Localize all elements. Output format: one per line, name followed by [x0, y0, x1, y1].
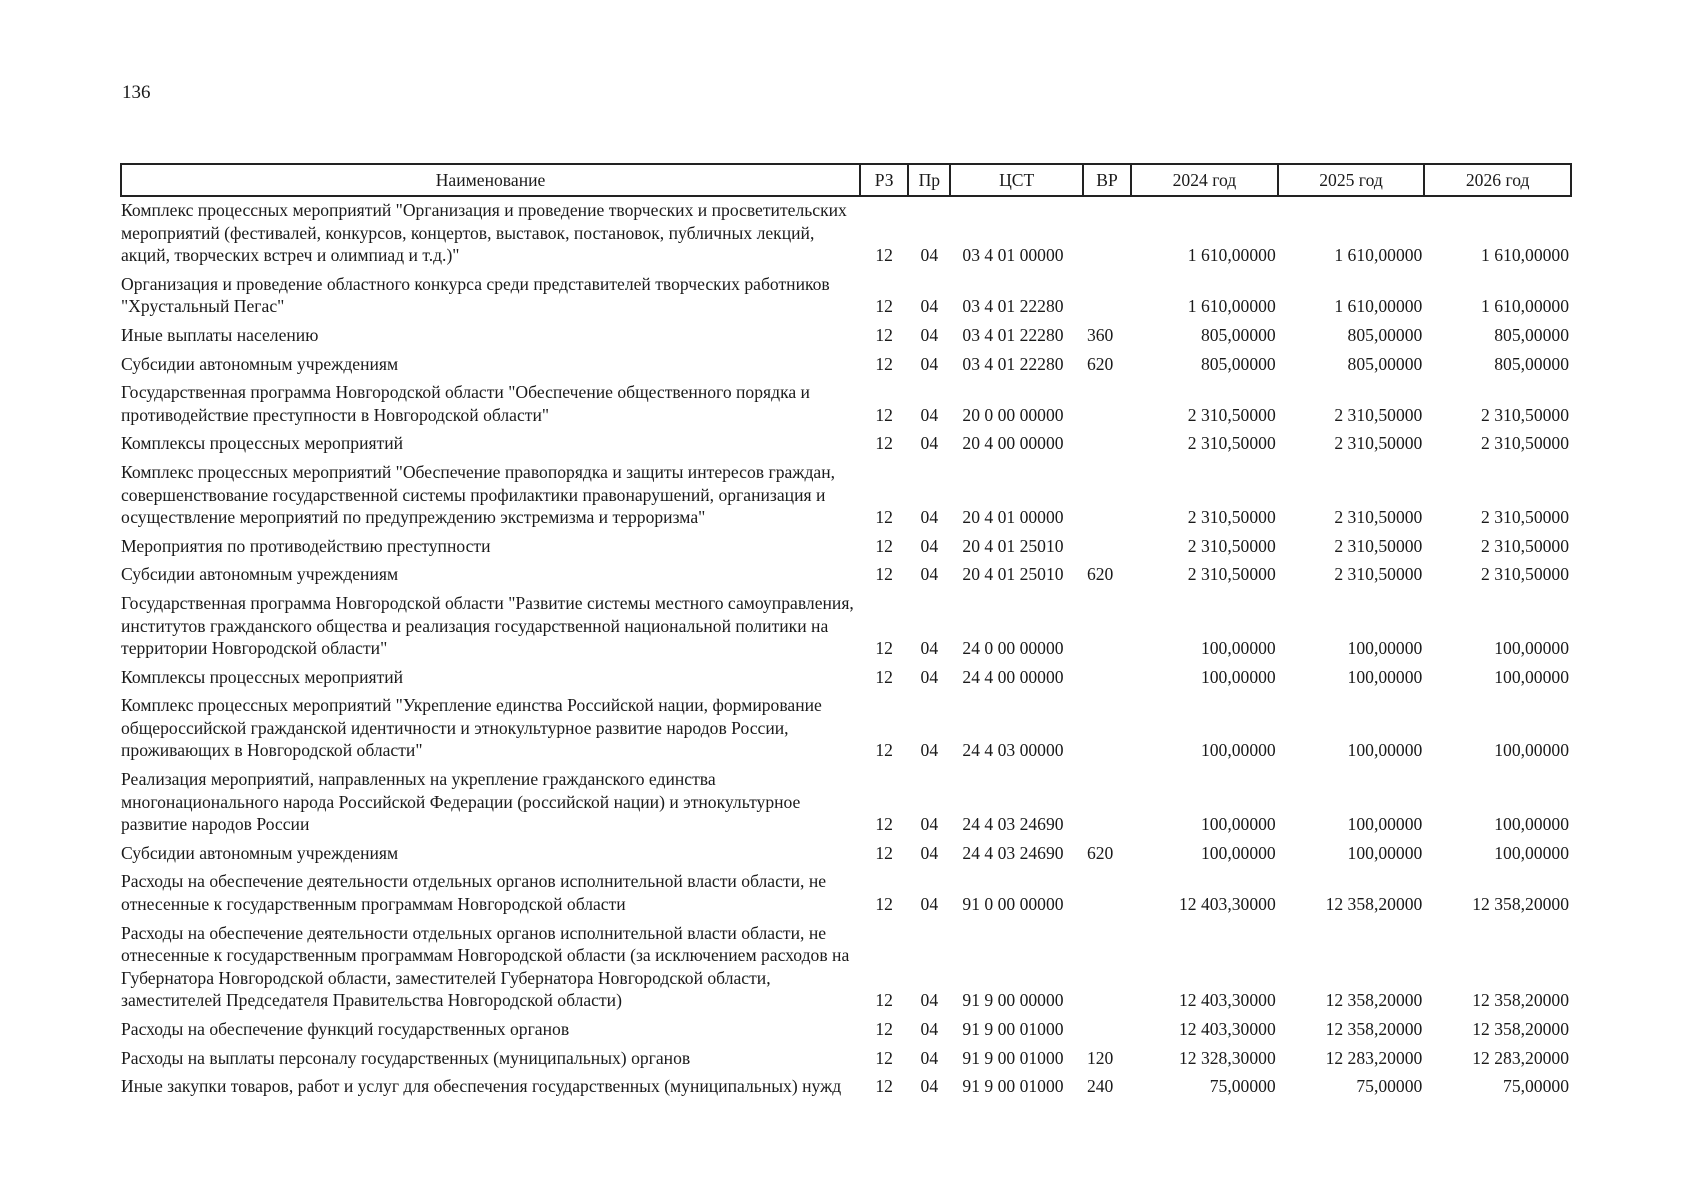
row-2025: 12 358,20000: [1325, 894, 1423, 915]
row-pr: 04: [920, 296, 939, 317]
row-pr: 04: [920, 535, 939, 556]
row-2025: 12 358,20000: [1325, 990, 1423, 1011]
table-row: [121, 766, 1571, 840]
row-2026: 2 310,50000: [1481, 433, 1569, 454]
row-2024: 2 310,50000: [1187, 535, 1276, 556]
row-2025: 1 610,00000: [1334, 296, 1423, 317]
row-pr: 04: [920, 1076, 939, 1097]
row-rz: 12: [875, 990, 893, 1011]
row-rz: 12: [875, 1076, 893, 1097]
row-pr: 04: [920, 507, 939, 528]
row-name: Комплекс процессных мероприятий "Организация и проведение творческих и просветительских мероприятий (фестивалей, конкурсов, концертов, выставок, постановок, публичных лекций, акций, творческих встреч и олимпиад и т.д.)": [121, 200, 847, 266]
header-name: Наименование: [121, 164, 860, 196]
row-rz: 12: [875, 353, 893, 374]
row-rz: 12: [875, 638, 893, 659]
row-rz: 12: [875, 433, 893, 454]
table-row: [121, 1045, 1571, 1074]
row-name: Расходы на обеспечение деятельности отдельных органов исполнительной власти области, не отнесенные к государственным программам Новгородской области: [121, 871, 827, 915]
row-pr: 04: [920, 245, 939, 266]
row-name: Расходы на выплаты персоналу государственных (муниципальных) органов: [121, 1047, 691, 1068]
row-2025: 2 310,50000: [1334, 507, 1423, 528]
row-rz: 12: [875, 894, 893, 915]
row-2026: 1 610,00000: [1481, 245, 1569, 266]
row-cst: 91 0 00 00000: [962, 894, 1064, 915]
row-pr: 04: [920, 990, 939, 1011]
row-rz: 12: [875, 740, 893, 761]
row-2026: 2 310,50000: [1481, 535, 1569, 556]
row-2025: 2 310,50000: [1334, 564, 1423, 585]
row-name: Реализация мероприятий, направленных на укрепление гражданского единства многонационального народа Российской Федерации (российской нации) и этнокультурное развитие народов России: [121, 769, 801, 835]
row-cst: 91 9 00 01000: [962, 1076, 1064, 1097]
row-2025: 100,00000: [1347, 814, 1423, 835]
row-2025: 1 610,00000: [1334, 245, 1423, 266]
row-cst: 03 4 01 22280: [962, 296, 1064, 317]
row-vr: [1083, 271, 1131, 322]
row-rz: 12: [875, 666, 893, 687]
row-name: Иные выплаты населению: [121, 324, 319, 345]
row-vr: 120: [1086, 1047, 1114, 1068]
row-pr: 04: [920, 638, 939, 659]
row-2026: 12 358,20000: [1472, 1019, 1569, 1039]
row-2024: 1 610,00000: [1187, 296, 1276, 317]
row-2024: 100,00000: [1200, 740, 1276, 761]
row-2025: 100,00000: [1347, 740, 1423, 761]
row-pr: 04: [920, 1019, 939, 1039]
row-2024: 12 403,30000: [1178, 990, 1276, 1011]
table-row: [121, 868, 1571, 919]
row-vr: [1083, 379, 1131, 430]
row-name: Субсидии автономным учреждениям: [121, 842, 399, 863]
row-cst: 20 0 00 00000: [962, 404, 1064, 425]
row-rz: 12: [875, 507, 893, 528]
row-rz: 12: [875, 1047, 893, 1068]
row-2025: 2 310,50000: [1334, 535, 1423, 556]
row-2026: 100,00000: [1494, 638, 1569, 659]
budget-table: [120, 163, 1572, 1102]
row-pr: 04: [920, 404, 939, 425]
row-2024: 1 610,00000: [1187, 245, 1276, 266]
header-2025: 2025 год: [1278, 164, 1425, 196]
row-name: Расходы на обеспечение функций государственных органов: [121, 1019, 570, 1039]
row-name: Государственная программа Новгородской области "Обеспечение общественного порядка и противодействие преступности в Новгородской области": [121, 382, 810, 425]
row-2025: 12 358,20000: [1325, 1019, 1423, 1039]
table-row: [121, 379, 1571, 430]
table-row: [121, 196, 1571, 271]
row-2026: 1 610,00000: [1481, 296, 1569, 317]
row-2024: 12 403,30000: [1178, 1019, 1276, 1039]
row-2026: 12 358,20000: [1472, 990, 1569, 1011]
row-name: Комплекс процессных мероприятий "Укрепление единства Российской нации, формирование общероссийской гражданской идентичности и этнокультурное развитие народов России, проживающих в Новгородской области": [121, 695, 822, 761]
row-name: Субсидии автономным учреждениям: [121, 353, 399, 374]
row-name: Комплекс процессных мероприятий "Обеспечение правопорядка и защиты интересов граждан, совершенствование государственной системы профилактики правонарушений, организация и осуществление мероприятий по предупреждению экстремизма и терроризма": [121, 461, 836, 528]
row-2026: 100,00000: [1494, 740, 1569, 761]
row-2024: 100,00000: [1200, 842, 1276, 863]
row-2026: 805,00000: [1494, 324, 1569, 345]
row-pr: 04: [920, 353, 939, 374]
row-rz: 12: [875, 324, 893, 345]
row-cst: 03 4 01 22280: [962, 324, 1064, 345]
row-cst: 24 4 00 00000: [962, 666, 1064, 687]
row-vr: [1083, 766, 1131, 840]
table-row: [121, 430, 1571, 459]
row-cst: 20 4 01 25010: [962, 564, 1064, 585]
header-pr: Пр: [908, 164, 950, 196]
row-vr: [1083, 868, 1131, 919]
row-2024: 805,00000: [1200, 324, 1276, 345]
row-2026: 100,00000: [1494, 842, 1569, 863]
row-vr: [1083, 196, 1131, 271]
header-rz: РЗ: [860, 164, 908, 196]
row-cst: 24 4 03 00000: [962, 740, 1064, 761]
row-vr: [1083, 1016, 1131, 1045]
row-cst: 91 9 00 01000: [962, 1047, 1064, 1068]
header-2024: 2024 год: [1131, 164, 1278, 196]
row-vr: 620: [1086, 353, 1114, 374]
row-2026: 2 310,50000: [1481, 507, 1569, 528]
row-2024: 100,00000: [1200, 638, 1276, 659]
row-2024: 100,00000: [1200, 666, 1276, 687]
row-2025: 12 283,20000: [1325, 1047, 1423, 1068]
row-vr: [1083, 664, 1131, 693]
table-row: [121, 1016, 1571, 1045]
row-cst: 03 4 01 22280: [962, 353, 1064, 374]
row-2026: 805,00000: [1494, 353, 1569, 374]
row-2026: 2 310,50000: [1481, 564, 1569, 585]
row-2025: 100,00000: [1347, 638, 1423, 659]
table-header: [121, 164, 1571, 196]
row-2025: 2 310,50000: [1334, 404, 1423, 425]
row-cst: 24 4 03 24690: [962, 814, 1064, 835]
row-2026: 100,00000: [1494, 666, 1569, 687]
row-name: Расходы на обеспечение деятельности отдельных органов исполнительной власти области, не отнесенные к государственным программам Новгородской области (за исключением расходов на Губернатора Новгородской области, заместителей Губернатора Новгородской области, заместителей Председателя Правительства Новгородской области): [121, 922, 850, 1011]
row-vr: 240: [1086, 1076, 1114, 1097]
row-2024: 2 310,50000: [1187, 507, 1276, 528]
row-rz: 12: [875, 296, 893, 317]
table-row: [121, 920, 1571, 1016]
table-row: [121, 590, 1571, 664]
row-cst: 20 4 01 25010: [962, 535, 1064, 556]
header-cst: ЦСТ: [950, 164, 1083, 196]
row-pr: 04: [920, 433, 939, 454]
table-body: [121, 196, 1571, 1102]
row-pr: 04: [920, 740, 939, 761]
row-name: Субсидии автономным учреждениям: [121, 564, 399, 585]
row-rz: 12: [875, 1019, 893, 1039]
row-vr: [1083, 920, 1131, 1016]
header-2026: 2026 год: [1424, 164, 1571, 196]
row-rz: 12: [875, 535, 893, 556]
row-2026: 12 283,20000: [1472, 1047, 1569, 1068]
row-pr: 04: [920, 666, 939, 687]
row-cst: 91 9 00 01000: [962, 1019, 1064, 1039]
row-cst: 91 9 00 00000: [962, 990, 1064, 1011]
row-2026: 2 310,50000: [1481, 404, 1569, 425]
row-cst: 03 4 01 00000: [962, 245, 1064, 266]
row-2025: 805,00000: [1347, 324, 1423, 345]
row-2024: 2 310,50000: [1187, 564, 1276, 585]
row-vr: [1083, 590, 1131, 664]
row-2025: 805,00000: [1347, 353, 1423, 374]
row-vr: [1083, 692, 1131, 766]
row-cst: 20 4 01 00000: [962, 507, 1064, 528]
row-2026: 75,00000: [1503, 1076, 1569, 1097]
row-2025: 100,00000: [1347, 842, 1423, 863]
table-row: [121, 271, 1571, 322]
table-row: [121, 1073, 1571, 1102]
table-row: [121, 664, 1571, 693]
row-vr: [1083, 533, 1131, 562]
row-cst: 24 4 03 24690: [962, 842, 1064, 863]
row-rz: 12: [875, 842, 893, 863]
row-name: Иные закупки товаров, работ и услуг для обеспечения государственных (муниципальных) нужд: [121, 1076, 842, 1097]
row-2025: 100,00000: [1347, 666, 1423, 687]
row-cst: 20 4 00 00000: [962, 433, 1064, 454]
row-name: Комплексы процессных мероприятий: [121, 666, 404, 687]
table-row: [121, 692, 1571, 766]
row-vr: 360: [1086, 324, 1114, 345]
table-row: [121, 459, 1571, 533]
row-pr: 04: [920, 842, 939, 863]
row-vr: [1083, 430, 1131, 459]
table-row: [121, 533, 1571, 562]
row-2024: 12 328,30000: [1178, 1047, 1276, 1068]
row-name: Организация и проведение областного конкурса среди представителей творческих работников "Хрустальный Пегас": [121, 273, 830, 317]
row-rz: 12: [875, 245, 893, 266]
row-2026: 12 358,20000: [1472, 894, 1569, 915]
header-vr: ВР: [1083, 164, 1131, 196]
row-2026: 100,00000: [1494, 814, 1569, 835]
row-2024: 805,00000: [1200, 353, 1276, 374]
row-name: Государственная программа Новгородской области "Развитие системы местного самоуправления, институтов гражданского общества и реализация государственной национальной политики на территории Новгородской области": [121, 592, 854, 659]
row-2025: 75,00000: [1356, 1076, 1423, 1097]
row-rz: 12: [875, 814, 893, 835]
row-2024: 75,00000: [1209, 1076, 1276, 1097]
table-row: [121, 561, 1571, 590]
page-number: 136: [122, 82, 151, 103]
row-2025: 2 310,50000: [1334, 433, 1423, 454]
row-vr: 620: [1086, 842, 1114, 863]
row-pr: 04: [920, 564, 939, 585]
row-rz: 12: [875, 404, 893, 425]
row-pr: 04: [920, 814, 939, 835]
row-2024: 12 403,30000: [1178, 894, 1276, 915]
row-name: Мероприятия по противодействию преступности: [121, 535, 491, 556]
row-pr: 04: [920, 324, 939, 345]
row-vr: [1083, 459, 1131, 533]
row-rz: 12: [875, 564, 893, 585]
row-cst: 24 0 00 00000: [962, 638, 1064, 659]
table-row: [121, 322, 1571, 351]
table-row: [121, 840, 1571, 869]
row-pr: 04: [920, 1047, 939, 1068]
row-2024: 2 310,50000: [1187, 404, 1276, 425]
table-row: [121, 351, 1571, 380]
row-pr: 04: [920, 894, 939, 915]
row-2024: 2 310,50000: [1187, 433, 1276, 454]
row-2024: 100,00000: [1200, 814, 1276, 835]
row-vr: 620: [1086, 564, 1114, 585]
row-name: Комплексы процессных мероприятий: [121, 433, 404, 454]
